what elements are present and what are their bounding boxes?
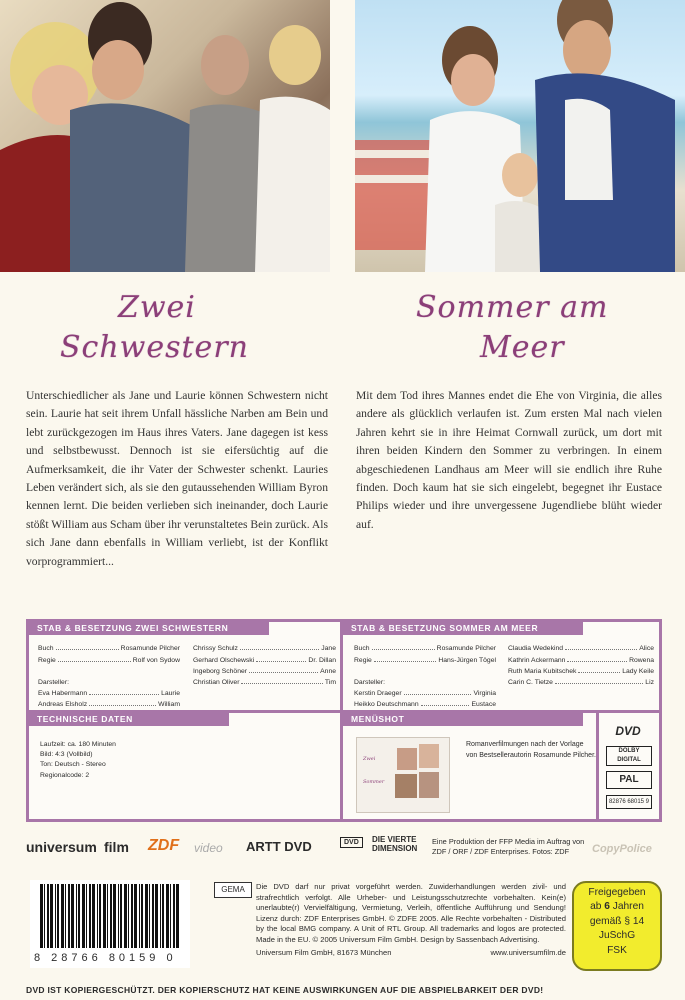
production-note: Eine Produktion der FFP Media im Auftrag von ZDF / ORF / ZDF Enterprises. Fotos: ZDF: [432, 837, 585, 856]
barcode-bar: [176, 884, 179, 948]
svg-text:Zwei: Zwei: [363, 756, 376, 762]
pal-logo: PAL: [606, 771, 652, 789]
menu-shot-text: Romanverfilmungen nach der Vorlage von Bestsellerautorin Rosamunde Pilcher.: [466, 741, 596, 759]
barcode-bar: [78, 884, 80, 948]
credit-row: Andreas Elsholz William: [38, 701, 180, 708]
barcode-bar: [50, 884, 53, 948]
barcode-bar: [76, 884, 77, 948]
title-zwei: Zwei: [118, 290, 196, 325]
credit-row: Chrissy Schulz Jane: [193, 645, 336, 652]
credit-row: Claudia Wedekind Alice: [508, 645, 654, 652]
barcode-bar: [71, 884, 74, 948]
barcode-bar: [99, 884, 101, 948]
menu-divider: [596, 710, 599, 822]
synopsis-sommer-am-meer: Mit dem Tod ihres Mannes endet die Ehe von Virginia, die alles andere als glücklich verlaufen ist. Zum ersten Mal nach vielen Jahren kehrt sie in ihre Heimat Cornwall zurück, um dort mit ihren beiden Kindern den Sommer zu verbringen. In einem abgeschiedenen Landhaus am Meer will sie endlich ihre Ruhe finden. Doch kaum hat sie sich eingelebt, begegnet ihr Eustace Philips wieder und ihre unvergessene Jugendliebe blüht wieder auf.: [356, 389, 662, 531]
barcode-bar: [160, 884, 161, 948]
barcode-bar: [57, 884, 59, 948]
barcode-bar: [65, 884, 66, 948]
dolby-digital-logo: DOLBY DIGITAL: [606, 746, 652, 766]
credit-row: Ingeborg Schöner Anne: [193, 668, 336, 675]
barcode-bar: [155, 884, 158, 948]
credit-row: Carin C. Tietze Liz: [508, 679, 654, 686]
universum-logo: universum: [26, 839, 97, 855]
copypolice-watermark: CopyPolice: [592, 843, 652, 855]
barcode-bar: [103, 884, 106, 948]
cast-label: Darsteller:: [354, 679, 385, 686]
company-address: Universum Film GmbH, 81673 München: [256, 947, 392, 957]
barcode-bar: [113, 884, 116, 948]
synopsis-zwei-schwestern: Unterschiedlicher als Jane und Laurie können Schwestern nicht sein. Laurie hat seit ihrem Unfall hässliche Narben am Bein und lebt zurückgezogen im Haus ihres Vaters. Jane dagegen ist kess und selbstbewusst. Dennoch ist sie eifersüchtig auf die Aufmerksamkeit, die ihr Vater der Schwester schenkt. Lauries Leben verändert sich, als sie den gutaussehenden William Byron kennen lernt. Die beiden verlieben sich ineinander, doch Laurie stößt William aus Scham über ihr verunstaltetes Bein zurück. Als sich Jane dann ebenfalls in William verliebt, ist der Konflikt vorprogrammiert...: [26, 389, 328, 568]
title-meer: Meer: [480, 330, 565, 365]
barcode-bar: [68, 884, 70, 948]
barcode-bar: [40, 884, 43, 948]
barcode-bar: [97, 884, 98, 948]
credit-row: Christian Oliver Tim: [193, 679, 336, 686]
legal-text: Die DVD darf nur privat vorgeführt werden. Zuwiderhandlungen werden zivil- und strafrechtlich verfolgt. Alle Urheber- und Leistungsschutzrechte vorbehalten. Kein(e) unerlaubte(r) Vervielfältigung, Vermietung, Verleih, öffentliche Aufführung und Sendung! Lizenz durch: ZDF Enterprises GmbH. © ZDFE 2005. Alle Rechte vorbehalten - Distributed by the local BMG company. A Unit of RTL Group. All trademarks and logos are protected. Made in the EU. © 2005 Universum Film GmbH. Design by Sassenbach Advertising. Universum Film GmbH, 81673 München www.universumfilm.de: [256, 882, 566, 957]
credit-row: Heikko Deutschmann Eustace: [354, 701, 496, 708]
barcode-bar: [162, 884, 164, 948]
barcode-bar: [141, 884, 143, 948]
barcode-digits: 8 28766 80159 0: [34, 952, 177, 964]
barcode-bar: [131, 884, 133, 948]
universum-film-logo: film: [104, 839, 129, 855]
barcode: [30, 880, 190, 968]
heading-credits-right: STAB & BESETZUNG SOMMER AM MEER: [343, 622, 583, 635]
credit-row: Regie Rolf von Sydow: [38, 657, 180, 664]
heading-credits-left: STAB & BESETZUNG ZWEI SCHWESTERN: [29, 622, 269, 635]
photo-zwei-schwestern: [0, 0, 330, 272]
zdf-logo: ZDF: [148, 837, 180, 854]
heading-technical: TECHNISCHE DATEN: [29, 713, 229, 726]
barcode-bar: [145, 884, 148, 948]
title-sommer-am: Sommer am: [416, 290, 609, 325]
barcode-bar: [107, 884, 108, 948]
vierte-dimension-logo: DIE VIERTE DIMENSION: [372, 835, 418, 853]
credit-row: Eva Habermann Laurie: [38, 690, 180, 697]
barcode-bar: [170, 884, 171, 948]
artt-dvd-logo: ARTT DVD: [246, 839, 312, 854]
barcode-bar: [139, 884, 140, 948]
credit-row: Regie Hans-Jürgen Tögel: [354, 657, 496, 664]
credit-row: Buch Rosamunde Pilcher: [38, 645, 180, 652]
barcode-bar: [44, 884, 45, 948]
credit-row: Kathrin Ackermann Rowena: [508, 657, 654, 664]
barcode-bar: [55, 884, 56, 948]
credit-row: Kerstin Draeger Virginia: [354, 690, 496, 697]
barcode-bar: [47, 884, 49, 948]
barcode-bar: [128, 884, 129, 948]
svg-text:Sommer: Sommer: [363, 779, 385, 785]
zdf-video-logo: video: [194, 841, 223, 855]
website-link[interactable]: www.universumfilm.de: [490, 947, 566, 957]
technical-data: Laufzeit: ca. 180 Minuten Bild: 4:3 (Vollbild) Ton: Deutsch - Stereo Regionalcode: 2: [40, 741, 116, 779]
fsk-rating-badge: Freigegeben ab 6 Jahren gemäß § 14 JuSchG FSK: [572, 881, 662, 971]
dvd-logo: DVD: [615, 724, 641, 738]
credit-row: Ruth Maria Kubitschek Lady Keile: [508, 668, 654, 675]
barcode-bar: [86, 884, 87, 948]
barcode-bar: [118, 884, 119, 948]
logo-strip: [0, 835, 685, 865]
barcode-bar: [149, 884, 150, 948]
credit-row: Buch Rosamunde Pilcher: [354, 645, 496, 652]
catalog-code: 82876 68015 9: [606, 795, 652, 809]
gema-logo: GEMA: [214, 882, 252, 898]
barcode-bar: [92, 884, 95, 948]
menu-screenshot: [356, 737, 450, 813]
barcode-bar: [124, 884, 127, 948]
barcode-bar: [134, 884, 137, 948]
barcode-bar: [120, 884, 122, 948]
barcode-bar: [82, 884, 85, 948]
barcode-bar: [173, 884, 175, 948]
title-schwestern: Schwestern: [60, 330, 249, 365]
barcode-bar: [89, 884, 91, 948]
barcode-bar: [110, 884, 112, 948]
barcode-bar: [61, 884, 64, 948]
photo-sommer-am-meer: [355, 0, 685, 272]
barcode-bar: [166, 884, 169, 948]
dvd-mini-logo: DVD: [340, 837, 363, 848]
cast-label: Darsteller:: [38, 679, 69, 686]
barcode-bar: [152, 884, 154, 948]
credit-row: Gerhard Olschewski Dr. Dillan: [193, 657, 336, 664]
copy-protection-notice: DVD IST KOPIERGESCHÜTZT. DER KOPIERSCHUTZ HAT KEINE AUSWIRKUNGEN AUF DIE ABSPIELBARKEIT DER DVD!: [26, 985, 544, 995]
heading-menushot: MENÜSHOT: [343, 713, 583, 726]
